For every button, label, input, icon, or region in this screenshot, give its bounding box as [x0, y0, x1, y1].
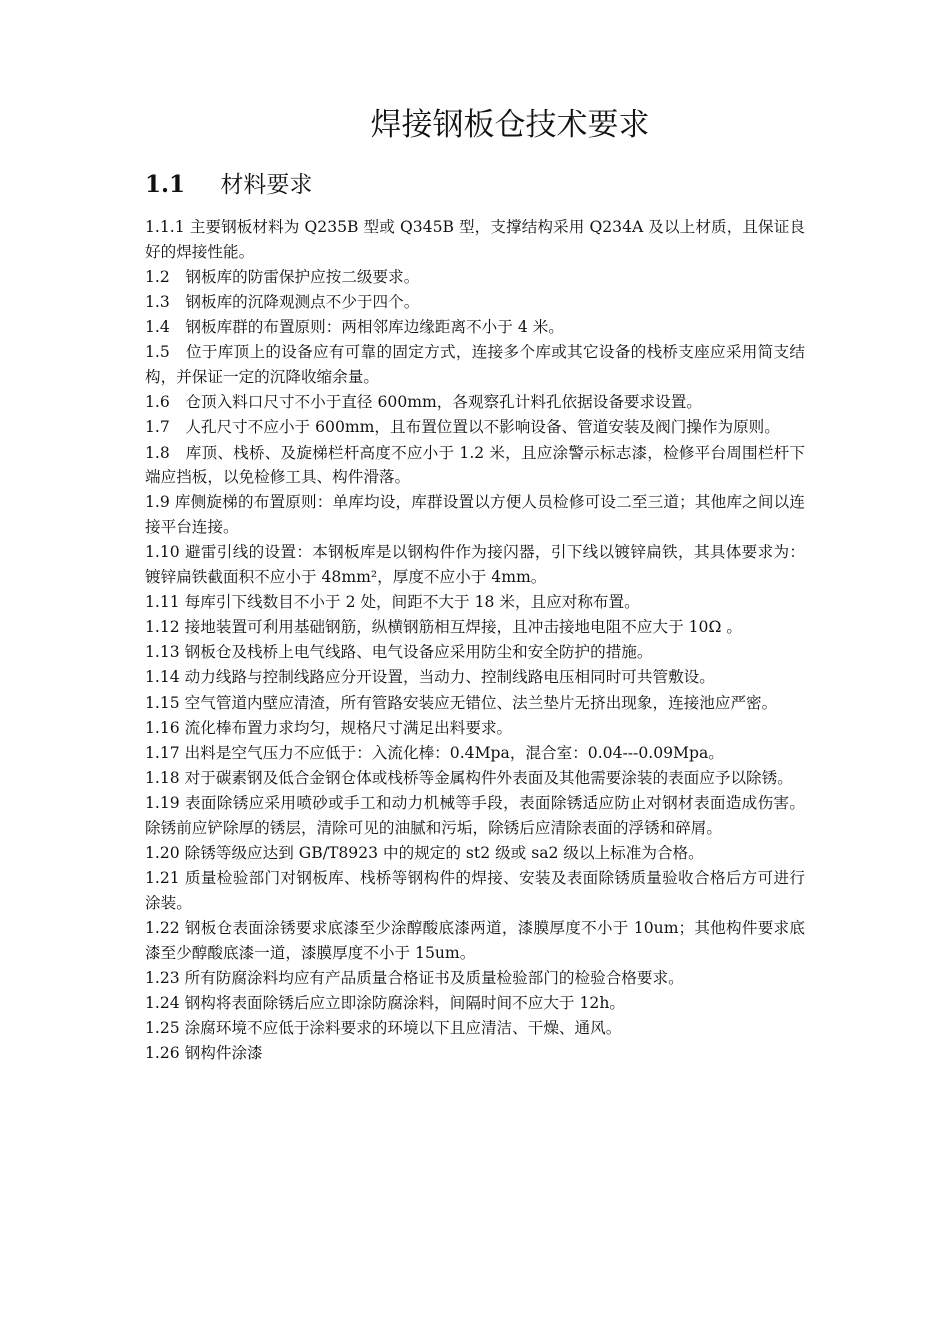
paragraph-1-13: 1.13 钢板仓及栈桥上电气线路、电气设备应采用防尘和安全防护的措施。: [145, 643, 653, 662]
paragraph-1-6: 1.6 仓顶入料口尺寸不小于直径 600mm，各观察孔计料孔依据设备要求设置。: [145, 393, 702, 412]
paragraph-1-4: 1.4 钢板库群的布置原则：两相邻库边缘距离不小于 4 米。: [145, 318, 564, 337]
paragraph-1-15: 1.15 空气管道内壁应清渣，所有管路安装应无错位、法兰垫片无挤出现象，连接池应严密。: [145, 693, 778, 712]
paragraph-1-7: 1.7 人孔尺寸不应小于 600mm，且布置位置以不影响设备、管道安装及阀门操作为原则。: [145, 418, 780, 437]
paragraph-1-12: 1.12 接地装置可利用基础钢筋，纵横钢筋相互焊接，且冲击接地电阻不应大于 10Ω 。: [145, 618, 742, 637]
paragraph-1-26: 1.26 钢构件涂漆: [145, 1044, 263, 1063]
paragraph-1-23: 1.23 所有防腐涂料均应有产品质量合格证书及质量检验部门的检验合格要求。: [145, 968, 684, 987]
paragraph-1-3: 1.3 钢板库的沉降观测点不少于四个。: [145, 292, 420, 311]
paragraph-1-25: 1.25 涂腐环境不应低于涂料要求的环境以下且应清洁、干燥、通风。: [145, 1019, 622, 1038]
paragraph-1-9: 1.9 库侧旋梯的布置原则：单库均设，库群设置以方便人员检修可设二至三道；其他库之间以连接平台连接。: [145, 493, 805, 536]
paragraph-1-10: 1.10 避雷引线的设置：本钢板库是以钢构件作为接闪器，引下线以镀锌扁铁，其具体要求为：镀锌扁铁截面积不应小于 48mm²，厚度不应小于 4mm。: [145, 543, 805, 586]
paragraph-1-11: 1.11 每库引下线数目不小于 2 处，间距不大于 18 米，且应对称布置。: [145, 592, 640, 611]
paragraph-1-1-1: 1.1.1 主要钢板材料为 Q235B 型或 Q345B 型，支撑结构采用 Q234A 及以上材质，且保证良好的焊接性能。: [145, 218, 805, 261]
document-body: [145, 215, 805, 1067]
paragraph-1-24: 1.24 钢构将表面除锈后应立即涂防腐涂料，间隔时间不应大于 12h。: [145, 994, 625, 1013]
paragraph-1-18: 1.18 对于碳素钢及低合金钢仓体或栈桥等金属构件外表面及其他需要涂装的表面应予以除锈。: [145, 769, 793, 788]
paragraph-1-14: 1.14 动力线路与控制线路应分开设置，当动力、控制线路电压相同时可共管敷设。: [145, 668, 715, 687]
section-number: 1.1: [145, 171, 186, 198]
paragraph-1-22: 1.22 钢板仓表面涂锈要求底漆至少涂醇酸底漆两道，漆膜厚度不小于 10um；其他构件要求底漆至少醇酸底漆一道，漆膜厚度不小于 15um。: [145, 919, 805, 962]
document-title: 焊接钢板仓技术要求: [370, 107, 650, 143]
paragraph-1-19: 1.19 表面除锈应采用喷砂或手工和动力机械等手段，表面除锈适应防止对钢材表面造成伤害。除锈前应铲除厚的锈层，清除可见的油腻和污垢，除锈后应清除表面的浮锈和碎屑。: [145, 794, 805, 837]
paragraph-1-16: 1.16 流化棒布置力求均匀，规格尺寸满足出料要求。: [145, 718, 513, 737]
paragraph-1-8: 1.8 库顶、栈桥、及旋梯栏杆高度不应小于 1.2 米，且应涂警示标志漆，检修平台周围栏杆下端应挡板，以免检修工具、构件滑落。: [145, 443, 805, 487]
paragraph-1-17: 1.17 出料是空气压力不应低于：入流化棒：0.4Mpa，混合室：0.04---0.09Mpa。: [145, 743, 724, 762]
section-label: 材料要求: [220, 172, 313, 198]
paragraph-1-20: 1.20 除锈等级应达到 GB/T8923 中的规定的 st2 级或 sa2 级以上标准为合格。: [145, 844, 704, 863]
paragraph-1-5: 1.5 位于库顶上的设备应有可靠的固定方式，连接多个库或其它设备的栈桥支座应采用简支结构，并保证一定的沉降收缩余量。: [145, 343, 805, 386]
paragraph-1-2: 1.2 钢板库的防雷保护应按二级要求。: [145, 267, 420, 286]
section-heading: [145, 165, 312, 205]
paragraph-1-21: 1.21 质量检验部门对钢板库、栈桥等钢构件的焊接、安装及表面除锈质量验收合格后方可进行涂装。: [145, 869, 805, 912]
